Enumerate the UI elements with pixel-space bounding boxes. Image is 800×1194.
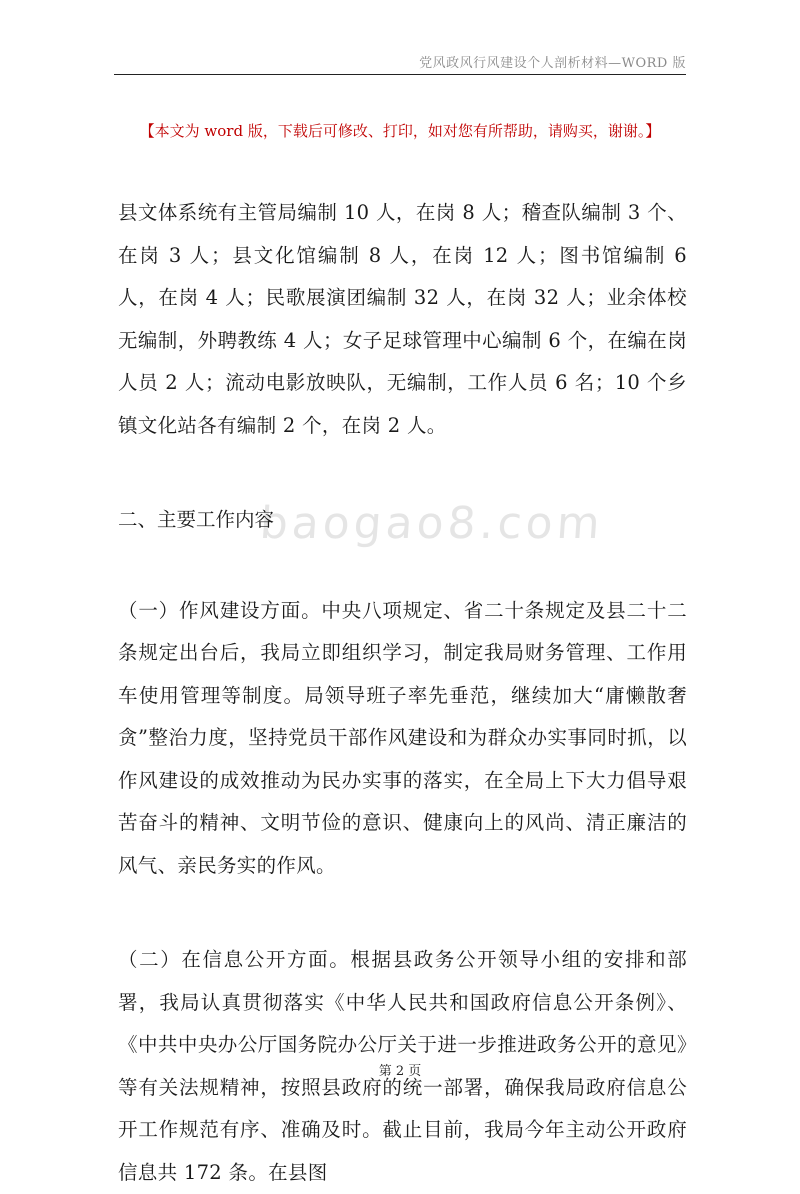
- work-style-paragraph: （一）作风建设方面。中央八项规定、省二十条规定及县二十二条规定出台后，我局立即组织学习，制定我局财务管理、工作用车使用管理等制度。局领导班子率先垂范，继续加大“庸懒散奢贪”整治力度，坚持党员干部作风建设和为群众办实事同时抓，以作风建设的成效推动为民办实事的落实，在全局上下大力倡导艰苦奋斗的精神、文明节俭的意识、健康向上的风尚、清正廉洁的风气、亲民务实的作风。: [118, 598, 687, 877]
- document-body: [118, 192, 687, 1194]
- page-number: 第 2 页: [378, 1064, 422, 1079]
- info-disclosure-paragraph: （二）在信息公开方面。根据县政务公开领导小组的安排和部署，我局认真贯彻落实《中华人民共和国政府信息公开条例》、《中共中央办公厅国务院办公厅关于进一步推进政务公开的意见》等有关法规精神，按照县政府的统一部署，确保我局政府信息公开工作规范有序、准确及时。截止目前，我局今年主动公开政府信息共 172 条。在县图: [118, 948, 687, 1184]
- staffing-paragraph: 县文体系统有主管局编制 10 人，在岗 8 人；稽查队编制 3 个、在岗 3 人；县文化馆编制 8 人，在岗 12 人；图书馆编制 6 人，在岗 4 人；民歌展演团编制 32 人，在岗 32 人；业余体校无编制，外聘教练 4 人；女子足球管理中心编制 6 个，在编在岗人员 2 人；流动电影放映队，无编制，工作人员 6 名；10 个乡镇文化站各有编制 2 个，在岗 2 人。: [118, 201, 687, 437]
- watermark: baogao8.com: [258, 498, 606, 549]
- section-heading: 二、主要工作内容: [118, 508, 275, 531]
- purchase-notice: 【本文为 word 版，下载后可修改、打印，如对您有所帮助，请购买，谢谢。】: [139, 122, 661, 140]
- page-header: 党风政风行风建设个人剖析材料—WORD 版: [419, 56, 686, 71]
- header-divider: [114, 74, 686, 75]
